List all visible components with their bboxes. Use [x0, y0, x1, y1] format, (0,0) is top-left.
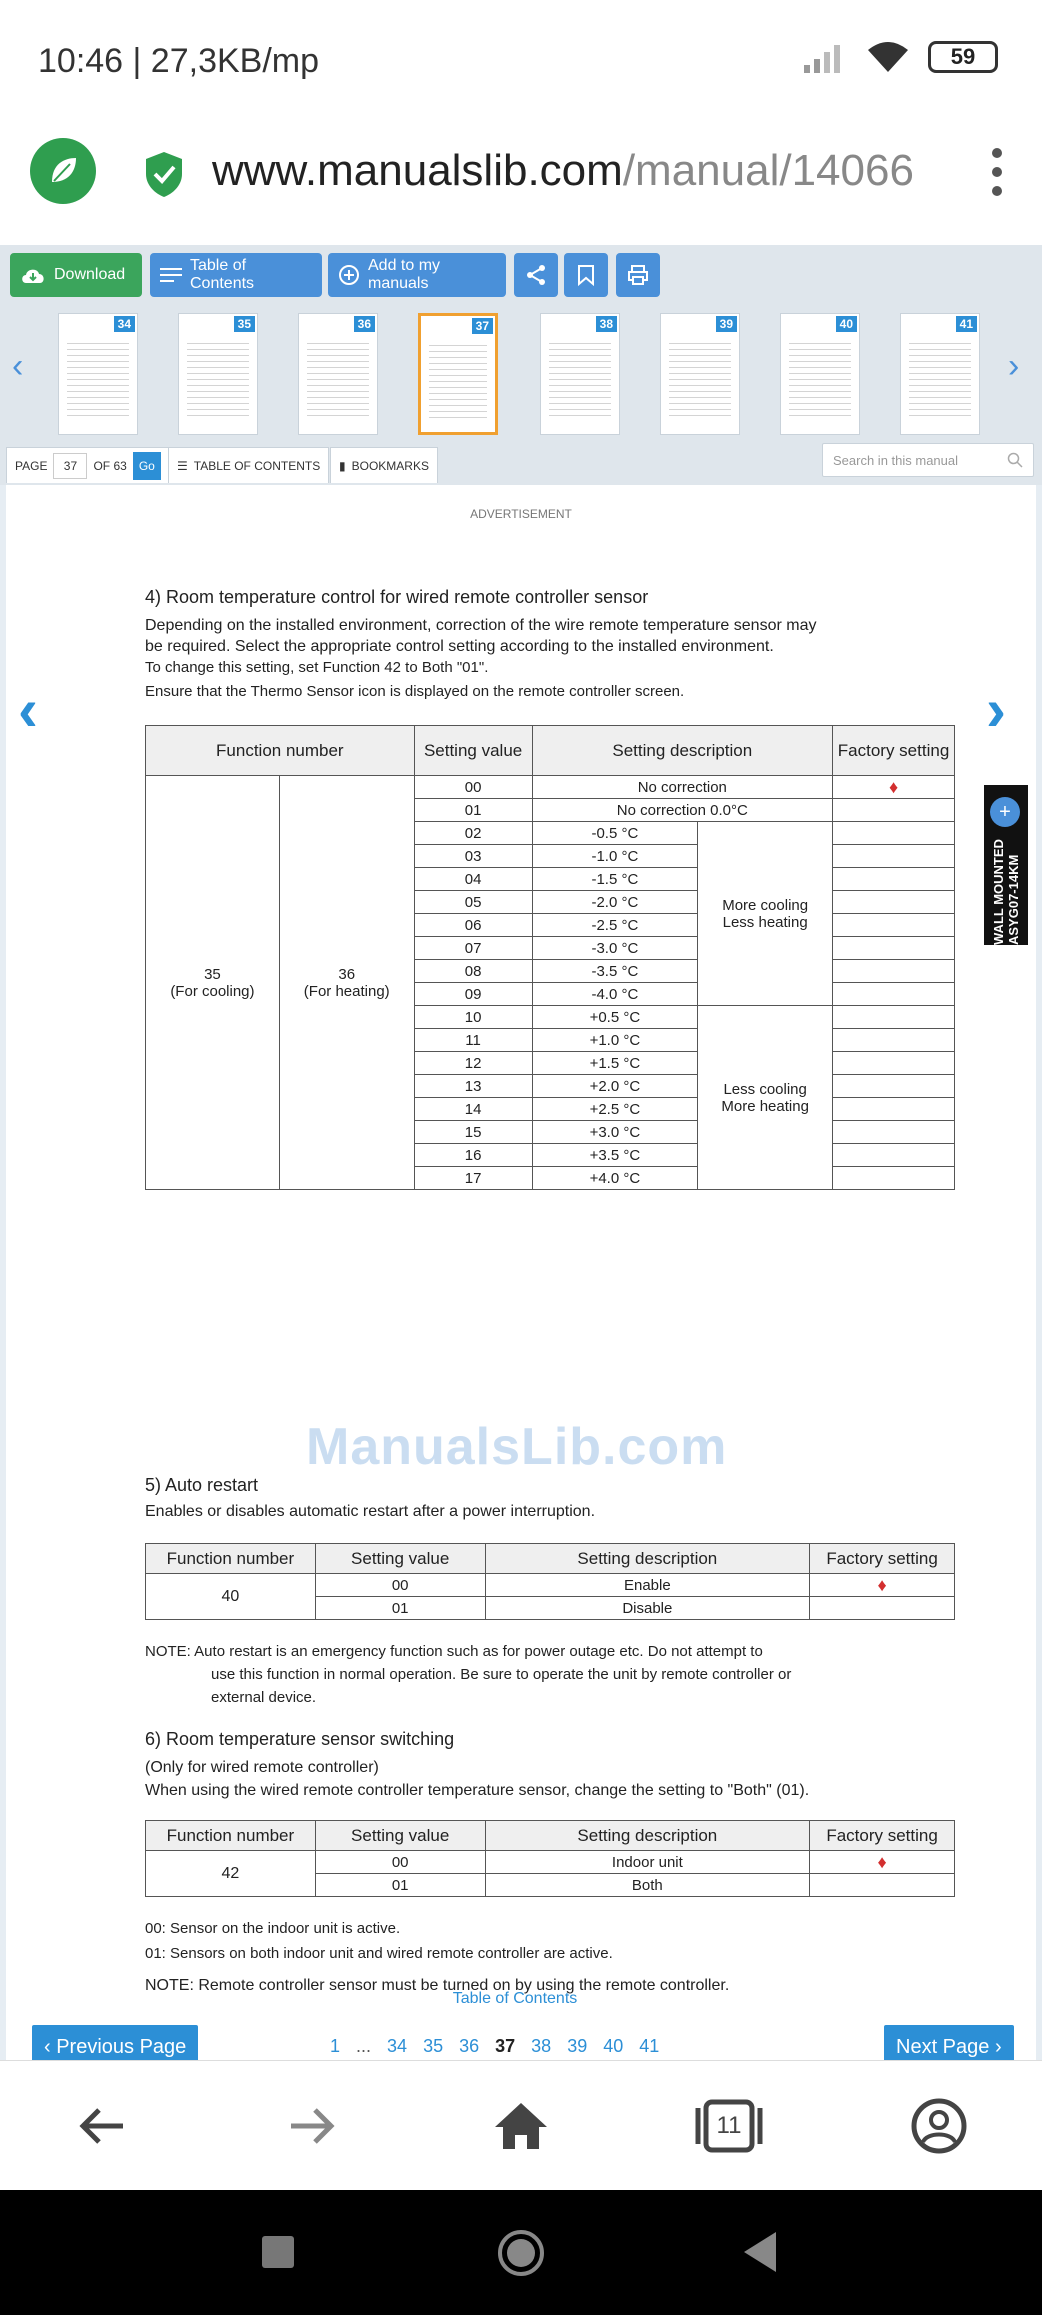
section-6-title: 6) Room temperature sensor switching [145, 1729, 455, 1749]
setting-description: +2.5 °C [532, 1098, 698, 1121]
diamond-icon: ♦ [877, 1574, 887, 1595]
go-button[interactable]: Go [133, 452, 161, 480]
setting-description: -2.5 °C [532, 914, 698, 937]
setting-value: 00 [414, 776, 532, 799]
setting-description: Indoor unit [485, 1851, 810, 1874]
share-button[interactable] [514, 253, 558, 297]
section-5-note: external device. [211, 1689, 317, 1706]
section-4-text: Ensure that the Thermo Sensor icon is displayed on the remote controller screen. [145, 683, 685, 700]
chevron-right-icon: › [989, 2035, 1002, 2058]
setting-description: +3.5 °C [532, 1144, 698, 1167]
setting-description: -0.5 °C [532, 822, 698, 845]
next-page-arrow-icon[interactable]: › [986, 676, 1006, 743]
setting-value: 04 [414, 868, 532, 891]
header-factory-setting: Factory setting [810, 1821, 955, 1851]
url-bar[interactable] [0, 120, 1042, 245]
manual-toolbar [0, 245, 1042, 305]
page-link-current: 37 [495, 2036, 516, 2056]
setting-value: 08 [414, 960, 532, 983]
thumbnail-page[interactable]: 40 [780, 313, 860, 435]
setting-value: 05 [414, 891, 532, 914]
section-4-text: Depending on the installed environment, correction of the wire remote temperature sensor may [145, 617, 817, 634]
section-6-note: 00: Sensor on the indoor unit is active. [145, 1920, 401, 1937]
setting-value: 03 [414, 845, 532, 868]
back-arrow-icon[interactable] [68, 2091, 138, 2161]
thumbnail-page-current[interactable]: 37 [418, 313, 498, 435]
factory-default-marker [810, 1851, 955, 1874]
next-page-button[interactable]: Next Page › [884, 2025, 1014, 2069]
setting-description: +0.5 °C [532, 1006, 698, 1029]
tab-table-of-contents[interactable]: ☰ TABLE OF CONTENTS [168, 447, 329, 483]
header-setting-description: Setting description [485, 1821, 810, 1851]
setting-description: -3.5 °C [532, 960, 698, 983]
advertisement-label: ADVERTISEMENT [470, 507, 572, 521]
setting-description: +1.5 °C [532, 1052, 698, 1075]
function-36-cell: 36 (For heating) [279, 776, 414, 1190]
signal-icon [802, 41, 848, 73]
setting-description: +4.0 °C [532, 1167, 698, 1190]
wifi-icon [866, 40, 910, 74]
thumbnails-next-icon[interactable]: › [1008, 347, 1020, 385]
setting-value: 16 [414, 1144, 532, 1167]
recents-icon[interactable] [262, 2236, 294, 2268]
browser-navigation-bar [0, 2060, 1042, 2190]
thumbnail-page[interactable]: 41 [900, 313, 980, 435]
function-40-cell: 40 [146, 1574, 316, 1620]
thumbnail-page[interactable]: 34 [58, 313, 138, 435]
search-icon [1007, 452, 1023, 468]
status-time: 10:46 | 27,3KB/mp [38, 42, 320, 80]
cooling-group-label: More cooling Less heating [698, 822, 833, 1006]
page-link[interactable]: 40 [603, 2036, 624, 2056]
thumbnail-page[interactable]: 39 [660, 313, 740, 435]
header-setting-value: Setting value [315, 1821, 485, 1851]
menu-dots-icon[interactable] [992, 148, 1002, 196]
factory-default-marker [810, 1574, 955, 1597]
header-function-number: Function number [146, 1544, 316, 1574]
setting-value: 14 [414, 1098, 532, 1121]
cloud-download-icon [20, 265, 46, 285]
section-4-title: 4) Room temperature control for wired remote controller sensor [145, 587, 649, 607]
tab-count: 11 [716, 2112, 742, 2139]
table-sensor-switching [145, 1820, 955, 1897]
home-button-icon[interactable] [498, 2230, 544, 2276]
page-link[interactable]: 34 [387, 2036, 408, 2056]
setting-value: 10 [414, 1006, 532, 1029]
url-field[interactable]: www.manualslib.com/manual/14066 [212, 146, 914, 195]
page-link[interactable]: 39 [567, 2036, 588, 2056]
setting-description: -4.0 °C [532, 983, 698, 1006]
setting-value: 01 [315, 1874, 485, 1897]
thumbnails-prev-icon[interactable]: ‹ [12, 347, 24, 385]
print-button[interactable] [616, 253, 660, 297]
header-setting-description: Setting description [532, 726, 833, 776]
section-5-note: NOTE: Auto restart is an emergency function such as for power outage etc. Do not attempt to [145, 1643, 763, 1660]
system-navigation-bar [0, 2190, 1042, 2315]
list-icon [160, 267, 182, 283]
battery-indicator: 59 [928, 41, 998, 73]
setting-value: 06 [414, 914, 532, 937]
setting-value: 00 [315, 1851, 485, 1874]
setting-value: 00 [315, 1574, 485, 1597]
plus-circle-icon [338, 264, 360, 286]
setting-description: +3.0 °C [532, 1121, 698, 1144]
setting-description: Disable [485, 1597, 810, 1620]
header-setting-value: Setting value [414, 726, 532, 776]
watermark: ManualsLib.com [306, 1418, 728, 1476]
setting-value: 13 [414, 1075, 532, 1098]
bookmark-icon [577, 264, 595, 286]
status-icons [802, 40, 998, 74]
factory-default-marker [833, 776, 955, 799]
setting-description: -1.0 °C [532, 845, 698, 868]
page-link[interactable]: 1 [330, 2036, 341, 2056]
setting-value: 17 [414, 1167, 532, 1190]
setting-description: +2.0 °C [532, 1075, 698, 1098]
table-of-contents-link[interactable]: Table of Contents [452, 1990, 578, 2007]
setting-value: 07 [414, 937, 532, 960]
side-tab-label: WALL MOUNTED ASYG07-14KM [984, 785, 1028, 945]
page-link[interactable]: 38 [531, 2036, 552, 2056]
section-6-text: (Only for wired remote controller) [145, 1759, 379, 1776]
setting-value: 12 [414, 1052, 532, 1075]
section-6-text: When using the wired remote controller temperature sensor, change the setting to "Both" (01). [145, 1782, 810, 1799]
printer-icon [627, 264, 649, 286]
setting-description: No correction [532, 776, 833, 799]
table-temperature-correction [145, 725, 955, 1190]
setting-value: 02 [414, 822, 532, 845]
forward-arrow-icon[interactable] [276, 2091, 346, 2161]
page-link[interactable]: 36 [459, 2036, 480, 2056]
function-42-cell: 42 [146, 1851, 316, 1897]
diamond-icon: ♦ [888, 776, 899, 797]
header-factory-setting: Factory setting [810, 1544, 955, 1574]
setting-value: 15 [414, 1121, 532, 1144]
home-icon[interactable] [486, 2091, 556, 2161]
setting-value: 09 [414, 983, 532, 1006]
manual-page [6, 485, 1036, 2060]
function-35-cell: 35 (For cooling) [146, 776, 280, 1190]
chevron-left-icon: ‹ [44, 2035, 57, 2058]
setting-description: Enable [485, 1574, 810, 1597]
page-number-input[interactable]: 37 [53, 453, 87, 479]
section-6-note: 01: Sensors on both indoor unit and wired remote controller are active. [145, 1945, 613, 1962]
section-5-note: use this function in normal operation. Be sure to operate the unit by remote controller or [211, 1666, 792, 1683]
section-5-title: 5) Auto restart [145, 1475, 259, 1495]
section-4-text: To change this setting, set Function 42 to Both "01". [145, 659, 489, 676]
page-jump: PAGE 37 OF 63 Go [6, 447, 170, 483]
list-icon: ☰ [177, 458, 188, 473]
setting-value: 01 [315, 1597, 485, 1620]
back-triangle-icon[interactable] [744, 2232, 776, 2272]
add-to-manuals-button[interactable]: Add to my manuals [328, 253, 506, 297]
header-function-number: Function number [146, 1821, 316, 1851]
thumbnail-page[interactable]: 38 [540, 313, 620, 435]
page-thumbnails [0, 305, 1042, 435]
setting-description: -3.0 °C [532, 937, 698, 960]
section-4-text: be required. Select the appropriate control setting according to the installed environment. [145, 638, 774, 655]
setting-value: 01 [414, 799, 532, 822]
table-of-contents-button[interactable]: Table of Contents [150, 253, 322, 297]
page-navigation-row [0, 435, 1042, 485]
setting-value: 11 [414, 1029, 532, 1052]
setting-description: -2.0 °C [532, 891, 698, 914]
header-factory-setting: Factory setting [833, 726, 955, 776]
thumbnail-page[interactable]: 36 [298, 313, 378, 435]
prev-page-arrow-icon[interactable]: ‹ [18, 676, 38, 743]
table-auto-restart [145, 1543, 955, 1620]
diamond-icon: ♦ [877, 1851, 887, 1872]
header-function-number: Function number [146, 726, 415, 776]
pagination [330, 2036, 659, 2057]
thumbnail-page[interactable]: 35 [178, 313, 258, 435]
account-icon[interactable] [904, 2091, 974, 2161]
page-link[interactable]: 35 [423, 2036, 444, 2056]
status-bar [0, 0, 1042, 120]
site-content [0, 245, 1042, 2060]
browser-logo-icon[interactable] [30, 138, 96, 204]
setting-description: +1.0 °C [532, 1029, 698, 1052]
setting-description: -1.5 °C [532, 868, 698, 891]
heating-group-label: Less cooling More heating [698, 1006, 833, 1190]
section-5-text: Enables or disables automatic restart after a power interruption. [145, 1503, 596, 1520]
zoom-in-icon[interactable]: + [990, 797, 1020, 827]
header-setting-value: Setting value [315, 1544, 485, 1574]
search-input[interactable]: Search in this manual [822, 443, 1034, 477]
setting-description: Both [485, 1874, 810, 1897]
tab-bookmarks[interactable]: ▮ BOOKMARKS [330, 447, 438, 483]
previous-page-button[interactable]: ‹ Previous Page [32, 2025, 198, 2069]
section-6-note: NOTE: Remote controller sensor must be turned on by using the remote controller. [145, 1977, 730, 1994]
download-button[interactable]: Download [10, 253, 142, 297]
share-icon [525, 264, 547, 286]
bookmark-icon: ▮ [339, 458, 346, 473]
bookmark-button[interactable] [564, 253, 608, 297]
setting-description: No correction 0.0°C [532, 799, 833, 822]
page-ellipsis: ... [356, 2036, 372, 2056]
secure-shield-icon[interactable] [142, 150, 186, 198]
tabs-icon[interactable] [694, 2091, 764, 2161]
page-link[interactable]: 41 [639, 2036, 660, 2056]
header-setting-description: Setting description [485, 1544, 810, 1574]
